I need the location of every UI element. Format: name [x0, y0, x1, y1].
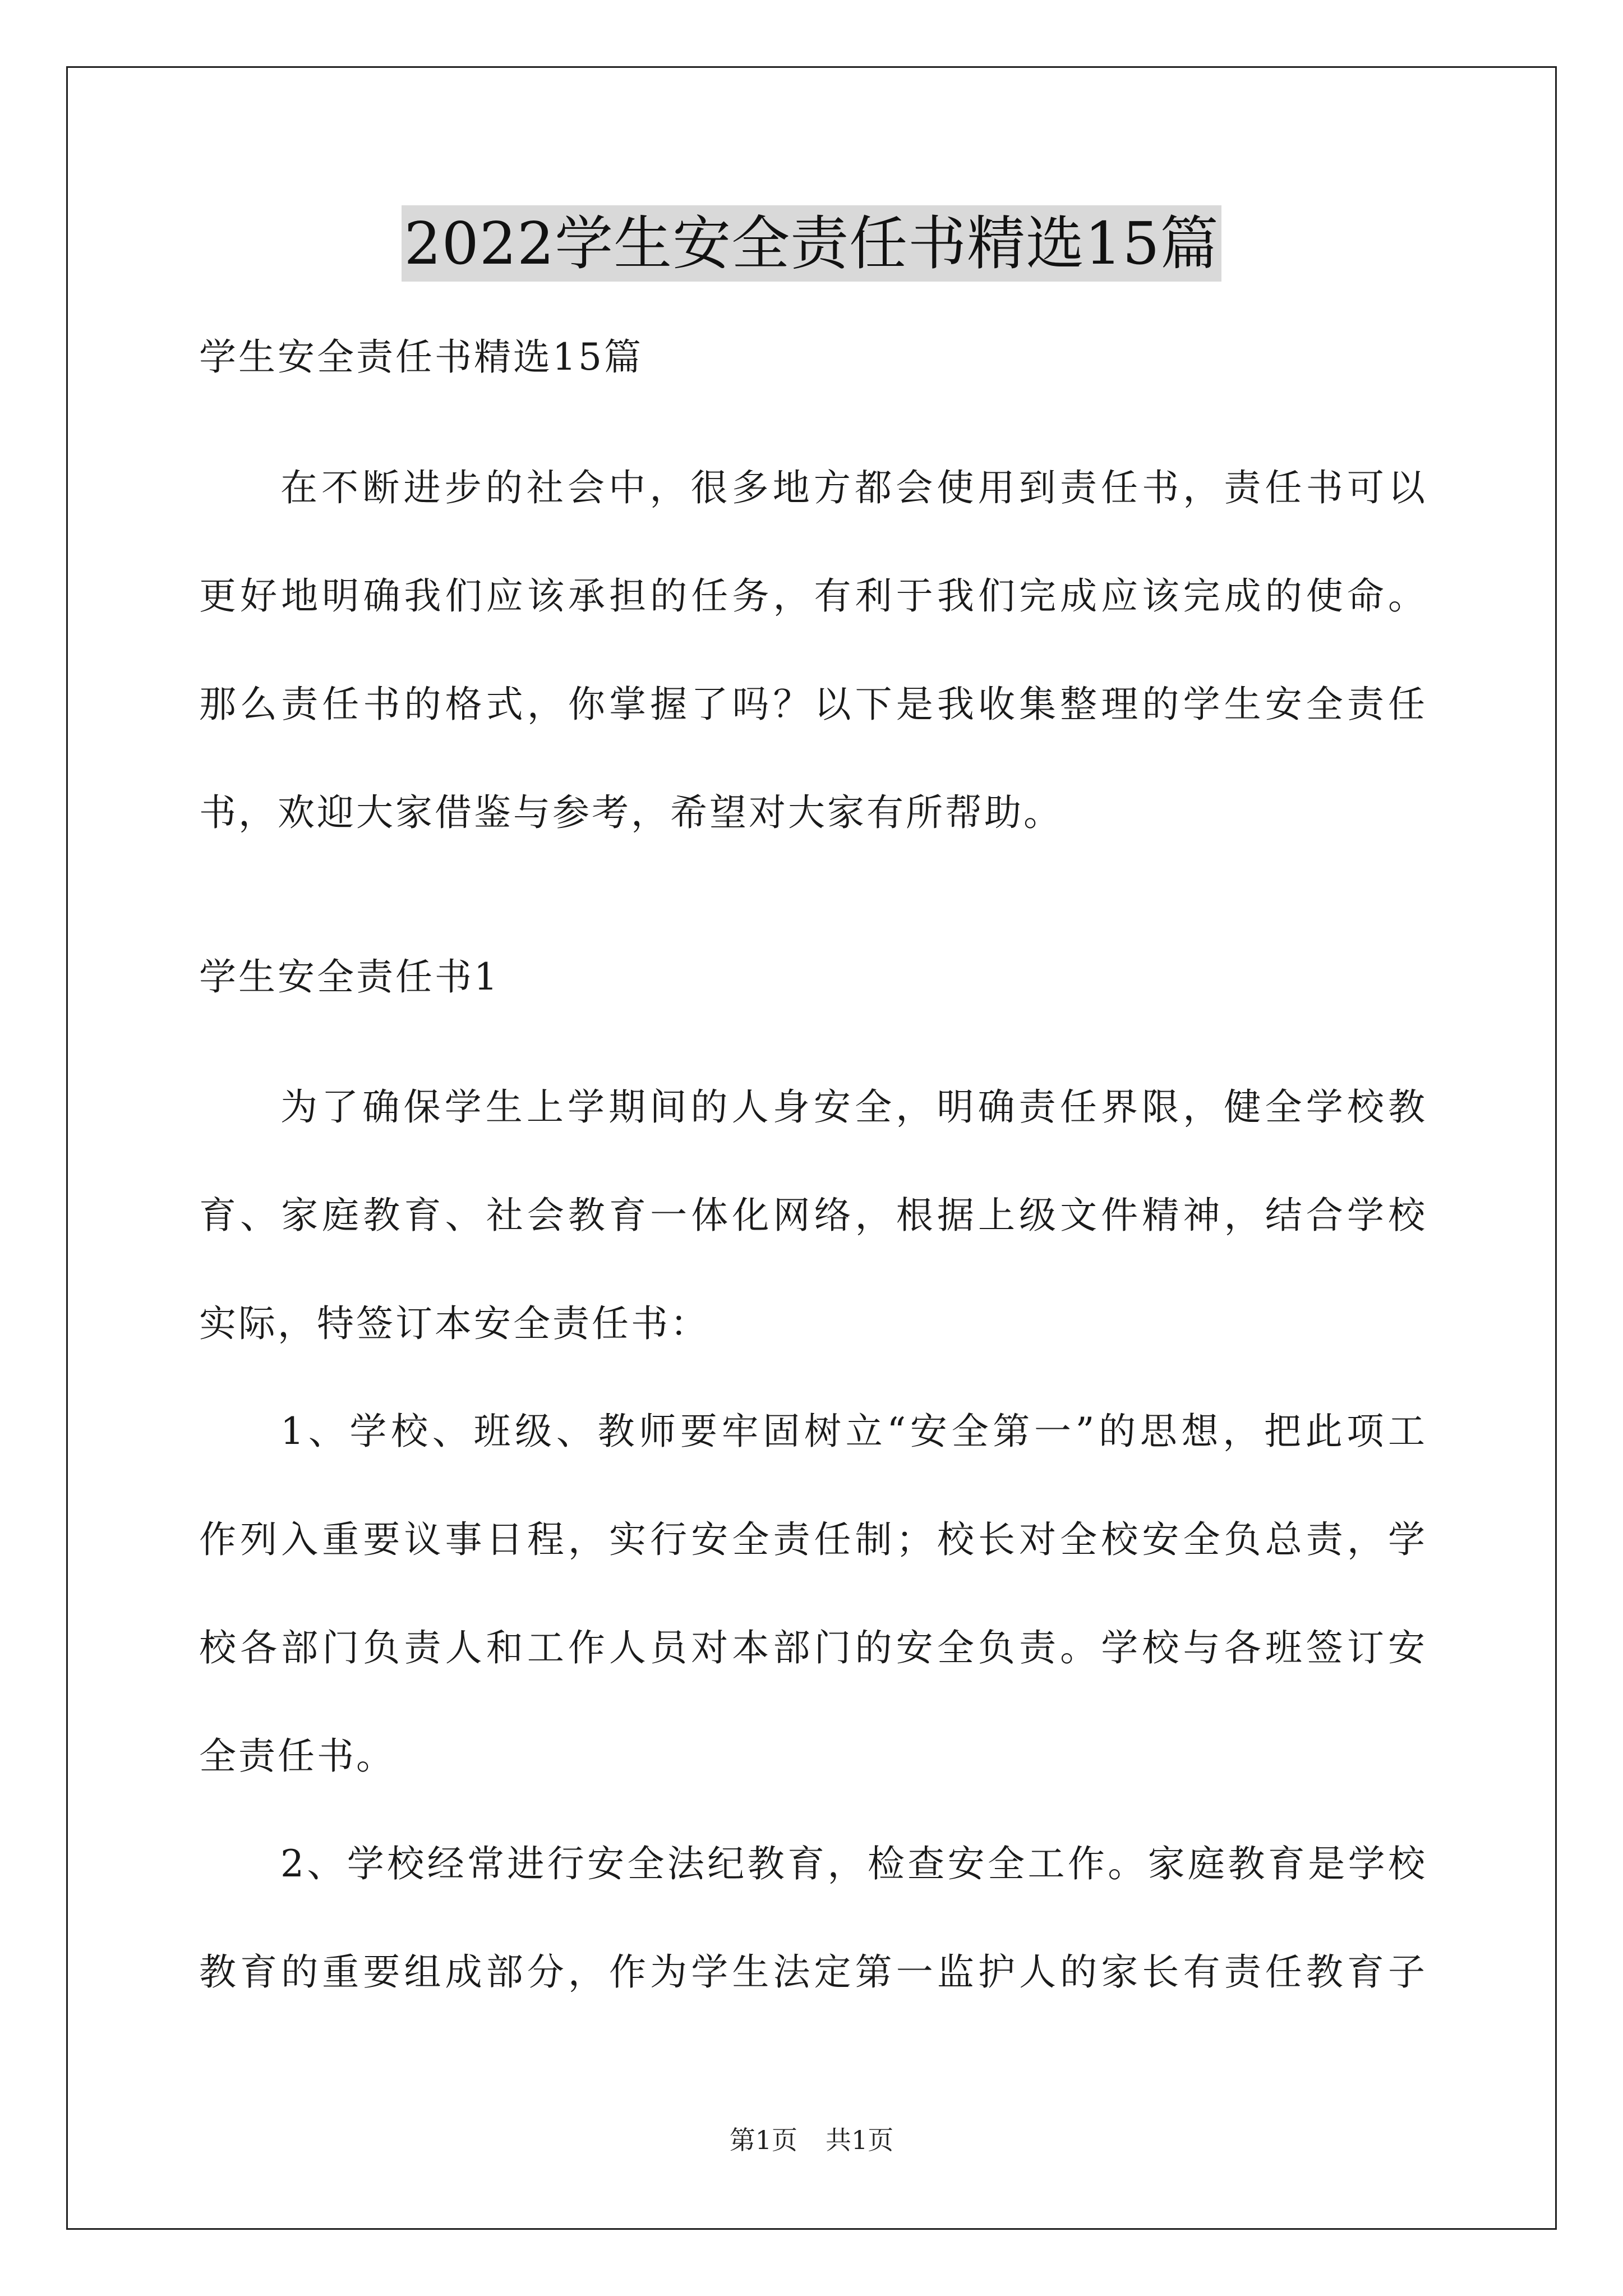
paragraph-line: 为了确保学生上学期间的人身安全，明确责任界限，健全学校教 [280, 1085, 1427, 1129]
paragraph-line: 2、学校经常进行安全法纪教育，检查安全工作。家庭教育是学校 [280, 1842, 1427, 1885]
list-item-1 [199, 1377, 1427, 1810]
subtitle-block [199, 303, 1427, 411]
body-paragraph [199, 1053, 1427, 1378]
paragraph-line: 全责任书。 [199, 1734, 395, 1778]
page-number-total: 共1页 [826, 2125, 894, 2155]
paragraph-line: 1、学校、班级、教师要牢固树立“安全第一”的思想，把此项工 [280, 1410, 1427, 1453]
intro-paragraph [199, 434, 1427, 867]
list-item-2 [199, 1810, 1427, 2026]
document-subtitle: 学生安全责任书精选15篇 [199, 335, 643, 379]
paragraph-line: 那么责任书的格式，你掌握了吗？以下是我收集整理的学生安全责任 [199, 683, 1427, 726]
paragraph-line: 作列入重要议事日程，实行安全责任制；校长对全校安全负总责，学 [199, 1518, 1427, 1561]
page-footer [0, 2123, 1623, 2157]
paragraph-line: 实际，特签订本安全责任书： [199, 1302, 709, 1345]
title-area [0, 205, 1623, 282]
paragraph-line: 更好地明确我们应该承担的任务，有利于我们完成应该完成的使命。 [199, 574, 1427, 618]
paragraph-line: 书，欢迎大家借鉴与参考，希望对大家有所帮助。 [199, 791, 1063, 834]
paragraph-line: 育、家庭教育、社会教育一体化网络，根据上级文件精神，结合学校 [199, 1194, 1427, 1237]
paragraph-line: 在不断进步的社会中，很多地方都会使用到责任书，责任书可以 [280, 466, 1427, 509]
section-heading: 学生安全责任书1 [199, 955, 500, 999]
section-heading-block [199, 923, 1427, 1031]
paragraph-line: 校各部门负责人和工作人员对本部门的安全负责。学校与各班签订安 [199, 1626, 1427, 1669]
page-number-current: 第1页 [729, 2125, 797, 2155]
paragraph-line: 教育的重要组成部分，作为学生法定第一监护人的家长有责任教育子 [199, 1950, 1427, 1994]
document-title: 2022学生安全责任书精选15篇 [402, 205, 1221, 282]
